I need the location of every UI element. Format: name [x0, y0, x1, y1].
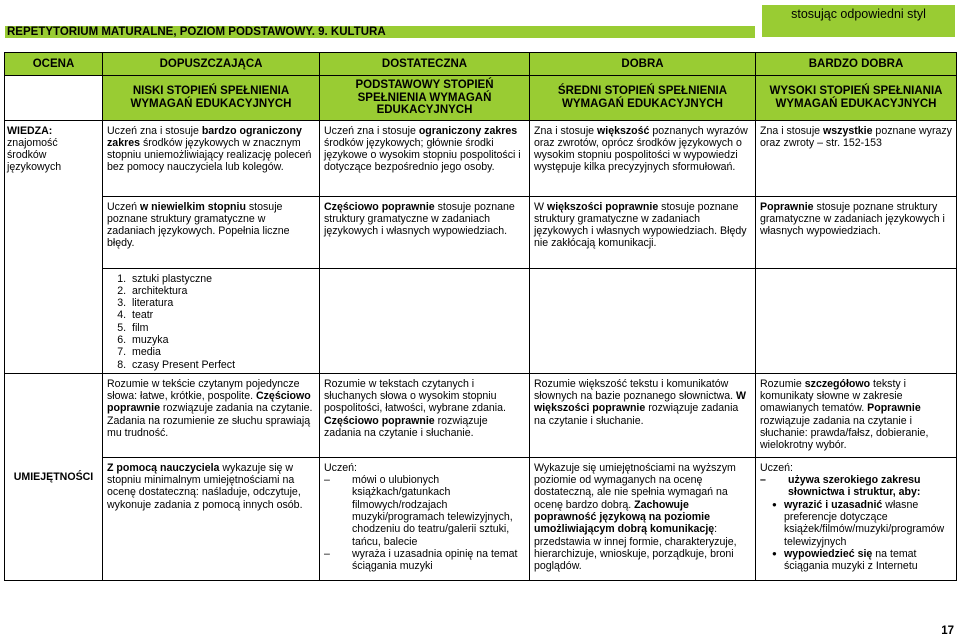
list-item: 8. czasy Present Perfect [129, 359, 316, 371]
wiedza-grammar-bardzo-dobra: Poprawnie stosuje poznane struktury gramatyczne w zadaniach językowych i własnych wypowiedziach. [756, 196, 957, 268]
empty-cell [756, 268, 957, 373]
grade-dobra: DOBRA [530, 53, 756, 76]
umiejetnosci-row-production [5, 457, 957, 580]
umiejetnosci-row-reception [5, 373, 957, 457]
page-number: 17 [941, 625, 954, 637]
list-item: ● wypowiedzieć się na temat ściągania muzyki z Internetu [760, 548, 953, 573]
wiedza-vocab-dostateczna: Uczeń zna i stosuje ograniczony zakres środków językowych; głównie środki językowe o wysokim stopniu pospolitości i dotyczące bezpośrednio jego osoby. [320, 120, 530, 196]
list-item: – wyraża i uzasadnia opinię na temat ściągania muzyki [324, 548, 526, 573]
level-empty [5, 76, 103, 121]
wiedza-row-vocabulary [5, 120, 957, 196]
level-medium: ŚREDNI STOPIEŃ SPEŁNIENIA WYMAGAŃ EDUKACYJNYCH [530, 76, 756, 121]
bullet-list [760, 499, 953, 573]
umiejetnosci-reception-bardzo-dobra: Rozumie szczegółowo teksty i komunikaty słowne w zakresie omawianych tematów. Poprawnie rozwiązuje zadania na czytanie i słuchanie: prawda/fałsz, dobieranie, wielokrotny wybór. [756, 373, 957, 457]
wiedza-row-grammar [5, 196, 957, 268]
grade-header-row [5, 53, 957, 76]
wiedza-grammar-dobra: W większości poprawnie stosuje poznane struktury gramatyczne w zadaniach językowych i własnych wypowiedziach. Błędy nie zakłócają komunikacji. [530, 196, 756, 268]
topics-list [107, 273, 316, 371]
umiejetnosci-production-dostateczna [320, 457, 530, 580]
list-item: 1. sztuki plastyczne [129, 273, 316, 285]
list-item: 7. media [129, 346, 316, 358]
grade-dostateczna: DOSTATECZNA [320, 53, 530, 76]
student-intro: Uczeń: [760, 461, 793, 474]
wiedza-label-cell [5, 120, 103, 373]
document-title: REPETYTORIUM MATURALNE, POZIOM PODSTAWOWY. 9. KULTURA [5, 26, 755, 38]
level-header-row [5, 76, 957, 121]
wiedza-vocab-bardzo-dobra: Zna i stosuje wszystkie poznane wyrazy oraz zwroty – str. 152-153 [756, 120, 957, 196]
umiejetnosci-reception-dostateczna: Rozumie w tekstach czytanych i słuchanych słowa o wysokim stopniu pospolitości, łatwości, wybrane zdania. Częściowo poprawnie rozwiązuje zadania na czytanie i słuchanie. [320, 373, 530, 457]
list-item: 4. teatr [129, 309, 316, 321]
wiedza-grammar-dostateczna: Częściowo poprawnie stosuje poznane struktury gramatyczne w zadaniach językowych i własnych wypowiedziach. [320, 196, 530, 268]
umiejetnosci-label-cell [5, 373, 103, 580]
wiedza-grammar-dopuszczajaca: Uczeń w niewielkim stopniu stosuje poznane struktury gramatyczne w zadaniach językowych. Popełnia liczne błędy. [103, 196, 320, 268]
wiedza-label: WIEDZA: [7, 124, 53, 137]
list-item: 2. architektura [129, 285, 316, 297]
grade-bardzo-dobra: BARDZO DOBRA [756, 53, 957, 76]
dash-list [324, 474, 526, 572]
grade-label: OCENA [5, 53, 103, 76]
empty-cell [530, 268, 756, 373]
student-intro: Uczeń: [324, 461, 357, 474]
list-item: – mówi o ulubionych książkach/gatunkach filmowych/rodzajach muzyki/programach telewizyjnych, chodzeniu do teatru/galerii sztuki, tańcu, balecie [324, 474, 526, 548]
requirements-table [4, 52, 957, 581]
umiejetnosci-label: UMIEJĘTNOŚCI [13, 470, 94, 483]
list-item: 3. literatura [129, 297, 316, 309]
wiedza-row-topics [5, 268, 957, 373]
grade-dopuszczajaca: DOPUSZCZAJĄCA [103, 53, 320, 76]
umiejetnosci-production-bardzo-dobra [756, 457, 957, 580]
list-item: 6. muzyka [129, 334, 316, 346]
umiejetnosci-reception-dobra: Rozumie większość tekstu i komunikatów słownych na bazie poznanego słownictwa. W większości poprawnie rozwiązuje zadania na czytanie i słuchanie. [530, 373, 756, 457]
wiedza-sublabel: znajomość środków językowych [7, 136, 62, 174]
level-basic: PODSTAWOWY STOPIEŃ SPEŁNIENIA WYMAGAŃ EDUKACYJNYCH [320, 76, 530, 121]
wiedza-vocab-dopuszczajaca: Uczeń zna i stosuje bardzo ograniczony zakres środków językowych w znacznym stopniu uniemożliwiający realizację poleceń bez pomocy nauczyciela lub kolegów. [103, 120, 320, 196]
umiejetnosci-production-dobra: Wykazuje się umiejętnościami na wyższym poziomie od wymaganych na ocenę dostateczną, ale nie spełnia wymagań na ocenę bardzo dobrą. Zachowuje poprawność językową na poziomie umożliwiającym dobrą komunikację: przedstawia w innej formie, charakteryzuje, hierarchizuje, wnioskuje, porządkuje, broni poglądów. [530, 457, 756, 580]
level-high: WYSOKI STOPIEŃ SPEŁNIANIA WYMAGAŃ EDUKACYJNYCH [756, 76, 957, 121]
list-item: ● wyrazić i uzasadnić własne preferencje dotyczące książek/filmów/muzyki/programów telewizyjnych [760, 499, 953, 548]
list-item: – używa szerokiego zakresu słownictwa i struktur, aby: [760, 474, 953, 499]
empty-cell [320, 268, 530, 373]
dash-list [760, 474, 953, 499]
header-note: stosując odpowiedni styl [762, 5, 955, 37]
umiejetnosci-production-dopuszczajaca: Z pomocą nauczyciela wykazuje się w stopniu minimalnym umiejętnościami na ocenę dostateczną: naśladuje, odczytuje, wykonuje zadania z pomocą innych osób. [103, 457, 320, 580]
list-item: 5. film [129, 322, 316, 334]
topics-cell [103, 268, 320, 373]
level-low: NISKI STOPIEŃ SPEŁNIENIA WYMAGAŃ EDUKACYJNYCH [103, 76, 320, 121]
wiedza-vocab-dobra: Zna i stosuje większość poznanych wyrazów oraz zwrotów, oprócz środków językowych o wysokim stopniu pospolitości w wypowiedzi występuje kilka precyzyjnych sformułowań. [530, 120, 756, 196]
umiejetnosci-reception-dopuszczajaca: Rozumie w tekście czytanym pojedyncze słowa: łatwe, krótkie, pospolite. Częściowo poprawnie rozwiązuje zadania na czytanie. Zadania na rozumienie ze słuchu sprawiają mu trudność. [103, 373, 320, 457]
